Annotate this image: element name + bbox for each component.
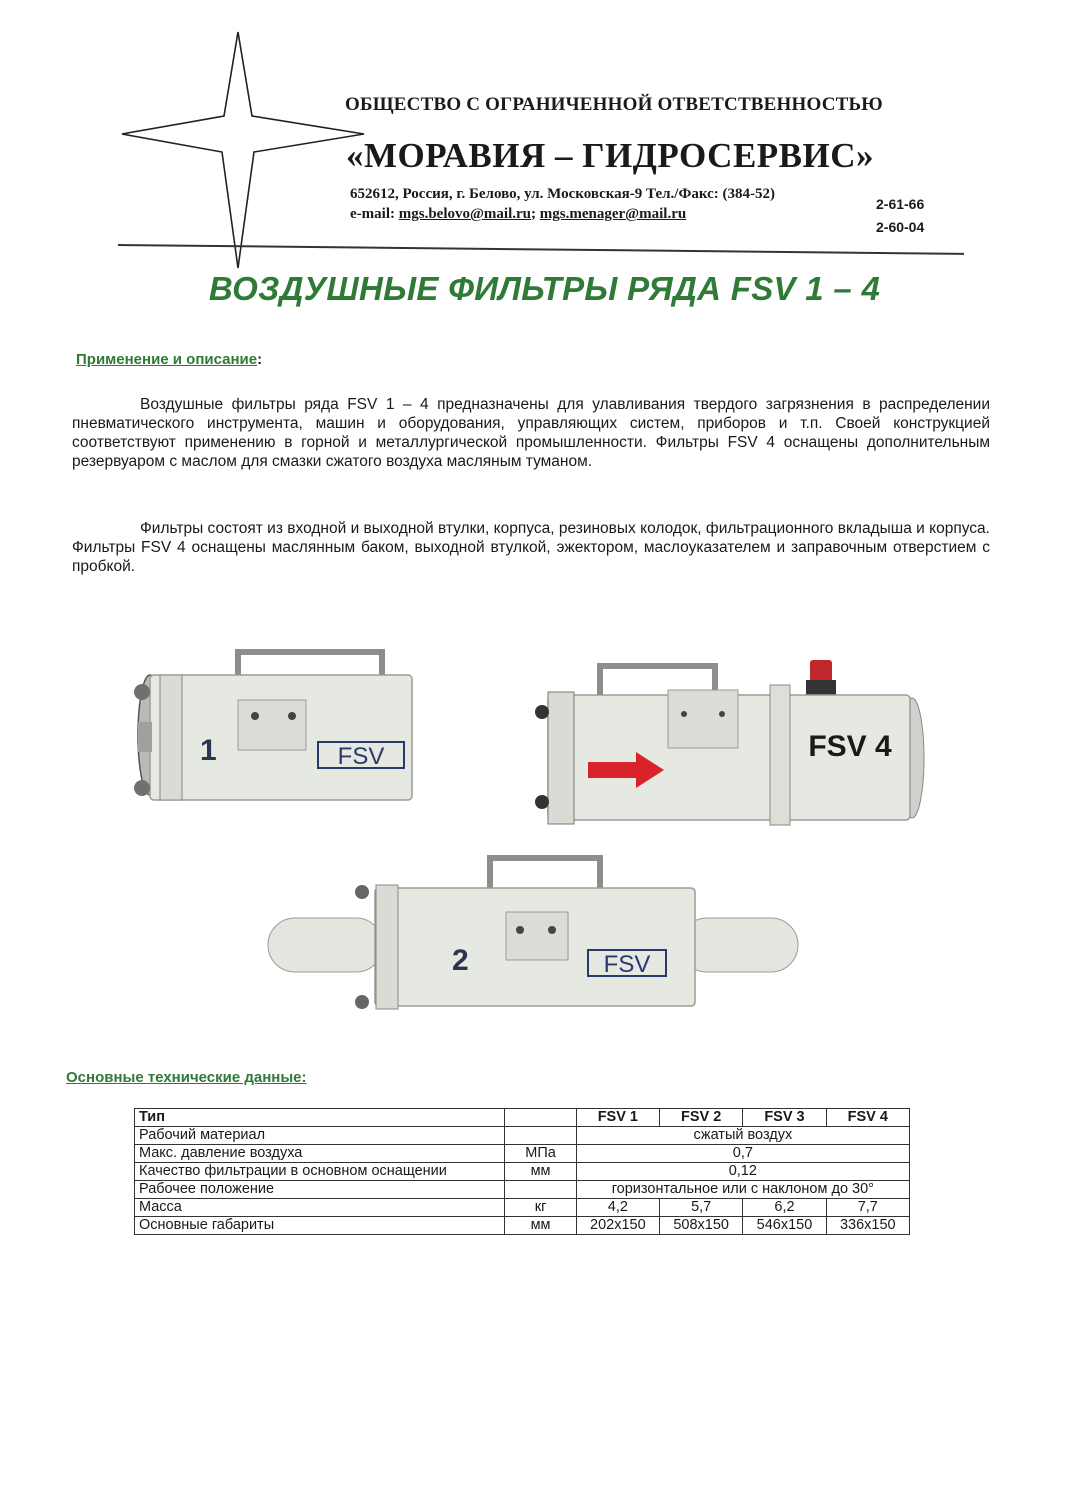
section-heading-text: Применение и описание [76,351,258,368]
company-name: «МОРАВИЯ – ГИДРОСЕРВИС» [346,136,875,175]
row-label: Масса [135,1199,505,1217]
company-logo-star [118,30,368,270]
row-value: горизонтальное или с наклоном до 30° [576,1181,909,1199]
model-header-fsv1: FSV 1 [576,1109,659,1127]
table-row [135,1181,910,1199]
dims-fsv4: 336x150 [826,1217,909,1235]
row-value: 0,7 [576,1145,909,1163]
table-row [135,1217,910,1235]
description-paragraph-2: Фильтры состоят из входной и выходной втулки, корпуса, резиновых колодок, фильтрационного вкладыша и корпуса. Фильтры FSV 4 оснащены маслянным баком, выходной втулкой, эжектором, маслоуказателем и заправочным отверстием с пробкой. [72,520,990,575]
description-paragraph-1: Воздушные фильтры ряда FSV 1 – 4 предназначены для улавливания твердого загрязнения в распределении пневматического инструмента, машин и оборудования, управляющих систем, приборов и т.п. Своей конструкцией соответствуют применению в горной и металлургической промышленности. Фильтры FSV 4 оснащены дополнительным резервуаром с маслом для смазки сжатого воздуха масляным туманом. [72,396,990,470]
email-separator: ; [531,206,540,222]
row-unit [505,1181,576,1199]
dims-fsv2: 508x150 [660,1217,743,1235]
organization-type: ОБЩЕСТВО С ОГРАНИЧЕННОЙ ОТВЕТСТВЕННОСТЬЮ [345,94,883,115]
email-row [350,206,686,223]
dims-fsv1: 202x150 [576,1217,659,1235]
section-heading-description [76,351,262,369]
row-label: Рабочее положение [135,1181,505,1199]
product-photos [0,630,1089,1050]
specifications-table [134,1108,910,1235]
email-link-menager[interactable]: mgs.menager@mail.ru [539,206,687,222]
row-unit: мм [505,1163,576,1181]
row-label: Основные габариты [135,1217,505,1235]
email-label: e-mail: [350,206,399,222]
filter-4-photo [535,660,924,825]
mass-fsv2: 5,7 [660,1199,743,1217]
table-row [135,1199,910,1217]
phone-number-2: 2-60-04 [876,219,925,235]
mass-fsv1: 4,2 [576,1199,659,1217]
table-row [135,1163,910,1181]
filter-2-brand: FSV [603,951,651,978]
row-unit [505,1127,576,1145]
model-header-fsv2: FSV 2 [660,1109,743,1127]
table-row [135,1145,910,1163]
section-heading-specs: Основные технические данные: [66,1069,307,1086]
row-value: 0,12 [576,1163,909,1181]
email-link-belovo[interactable]: mgs.belovo@mail.ru [398,206,532,222]
filter-2-photo [268,858,798,1009]
filter-1-photo [134,652,412,800]
filter-1-number: 1 [200,734,217,767]
filter-2-number: 2 [452,944,469,977]
row-unit: кг [505,1199,576,1217]
table-row [135,1127,910,1145]
document-title: ВОЗДУШНЫЕ ФИЛЬТРЫ РЯДА FSV 1 – 4 [208,270,881,307]
mass-fsv3: 6,2 [743,1199,826,1217]
row-unit: МПа [505,1145,576,1163]
row-value: сжатый воздух [576,1127,909,1145]
filter-1-brand: FSV [337,743,385,770]
row-label: Качество фильтрации в основном оснащении [135,1163,505,1181]
phone-number-1: 2-61-66 [876,196,925,212]
type-header-cell: Тип [135,1109,505,1127]
company-address: 652612, Россия, г. Белово, ул. Московская-9 Тел./Факс: (384-52) [350,186,776,202]
model-header-fsv4: FSV 4 [826,1109,909,1127]
model-header-fsv3: FSV 3 [743,1109,826,1127]
row-unit: мм [505,1217,576,1235]
mass-fsv4: 7,7 [826,1199,909,1217]
row-label: Макс. давление воздуха [135,1145,505,1163]
table-row [135,1109,910,1127]
dims-fsv3: 546x150 [743,1217,826,1235]
row-label: Рабочий материал [135,1127,505,1145]
section-heading-colon: : [257,351,263,368]
filter-4-label: FSV 4 [808,730,892,763]
